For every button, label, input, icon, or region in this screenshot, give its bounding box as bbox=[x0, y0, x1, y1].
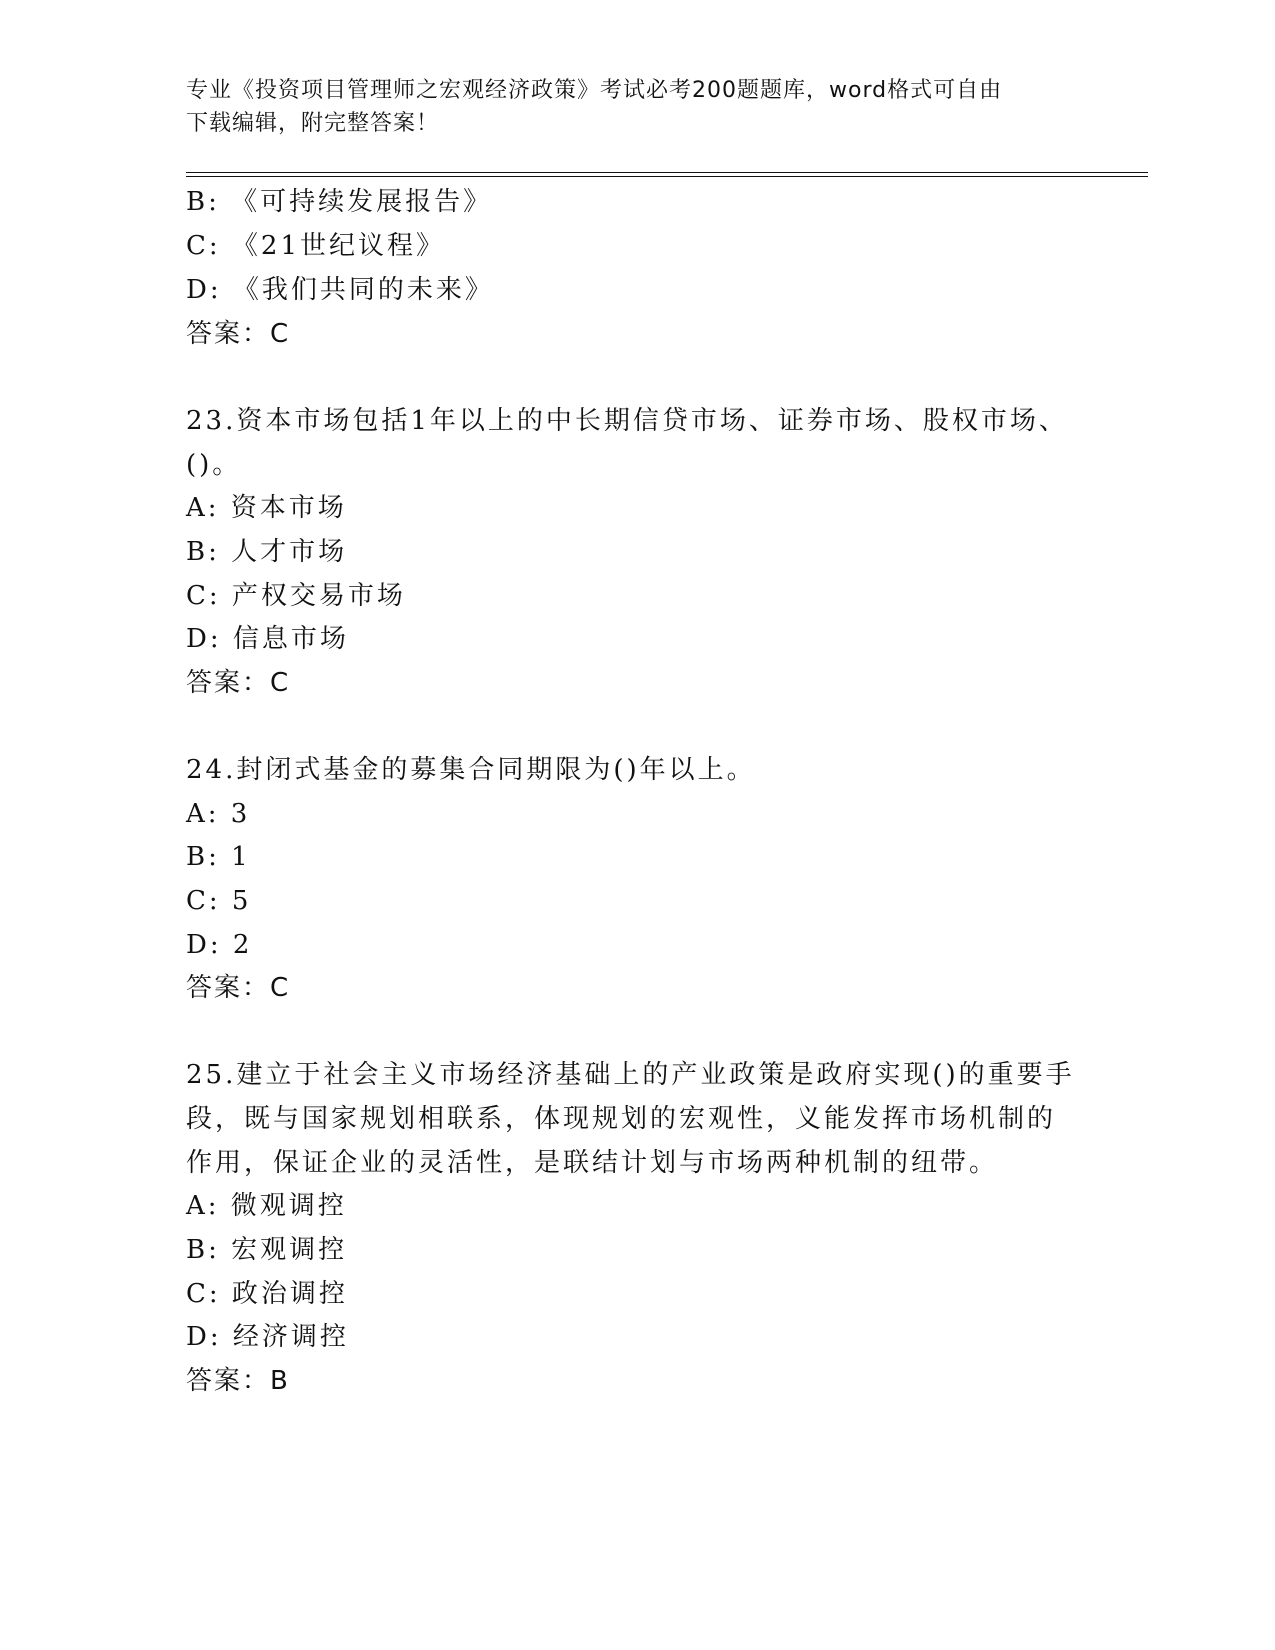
question-25-cont: 作用，保证企业的灵活性，是联结计划与市场两种机制的纽带。 bbox=[186, 1148, 999, 1178]
answer-line: 答案：C bbox=[186, 668, 291, 698]
option-line: D: 《我们共同的未来》 bbox=[186, 275, 494, 305]
document-header bbox=[186, 74, 1066, 140]
option-line: D: 2 bbox=[186, 930, 253, 960]
option-line: A: 资本市场 bbox=[186, 493, 347, 523]
option-line: D: 经济调控 bbox=[186, 1322, 349, 1352]
option-line: C: 政治调控 bbox=[186, 1279, 348, 1309]
answer-line: 答案：B bbox=[186, 1366, 290, 1396]
question-23-cont: ()。 bbox=[186, 450, 242, 480]
header-rule-bottom bbox=[186, 176, 1148, 177]
option-line: D: 信息市场 bbox=[186, 624, 349, 654]
option-line: B: 宏观调控 bbox=[186, 1235, 348, 1265]
question-23: 23.资本市场包括1年以上的中长期信贷市场、证券市场、股权市场、 bbox=[186, 406, 1068, 436]
option-line: C: 产权交易市场 bbox=[186, 581, 406, 611]
header-line-1: 专业《投资项目管理师之宏观经济政策》考试必考200题题库，word格式可自由 bbox=[186, 78, 1003, 103]
option-line: A: 微观调控 bbox=[186, 1191, 347, 1221]
option-line: B: 1 bbox=[186, 842, 251, 872]
option-line: A: 3 bbox=[186, 799, 251, 829]
header-line-2: 下载编辑，附完整答案！ bbox=[186, 111, 440, 136]
option-line: C: 《21世纪议程》 bbox=[186, 231, 446, 261]
option-line: B: 人才市场 bbox=[186, 537, 348, 567]
header-rule-top bbox=[186, 172, 1148, 173]
question-24: 24.封闭式基金的募集合同期限为()年以上。 bbox=[186, 755, 756, 785]
question-25-cont: 段，既与国家规划相联系，体现规划的宏观性，义能发挥市场机制的 bbox=[186, 1104, 1057, 1134]
question-25: 25.建立于社会主义市场经济基础上的产业政策是政府实现()的重要手 bbox=[186, 1060, 1075, 1090]
option-line: C: 5 bbox=[186, 886, 252, 916]
option-line: B: 《可持续发展报告》 bbox=[186, 187, 493, 217]
answer-line: 答案：C bbox=[186, 319, 291, 349]
answer-line: 答案：C bbox=[186, 973, 291, 1003]
